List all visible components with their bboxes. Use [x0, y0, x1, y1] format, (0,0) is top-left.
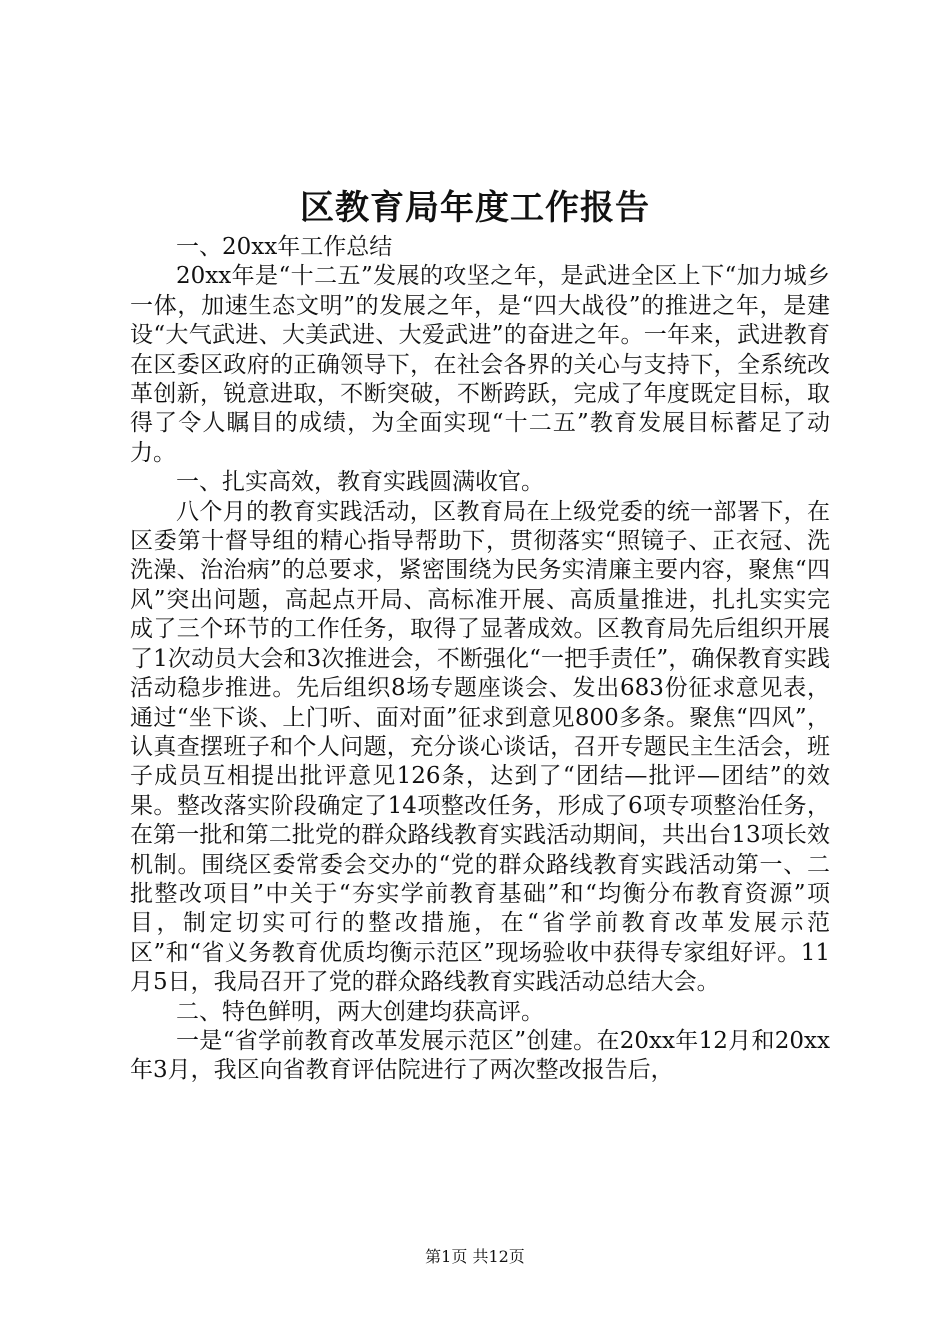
- section-heading-features: 二、特色鲜明，两大创建均获高评。: [176, 998, 544, 1025]
- document-title: 区教育局年度工作报告: [300, 188, 650, 228]
- document-body: [130, 233, 830, 1086]
- section-heading-summary: 一、20xx年工作总结: [176, 234, 393, 260]
- paragraph-features: 一是“省学前教育改革发展示范区”创建。在20xx年12月和20xx年3月，我区向省教育评估院进行了两次整改报告后，: [130, 1027, 830, 1084]
- paragraph-practice: 八个月的教育实践活动，区教育局在上级党委的统一部署下，在区委第十督导组的精心指导帮助下，贯彻落实“照镜子、正衣冠、洗洗澡、治治病”的总要求，紧密围绕为民务实清廉主要内容，聚焦“四风”突出问题，高起点开局、高标准开展、高质量推进，扎扎实实完成了三个环节的工作任务，取得了显著成效。区教育局先后组织开展了1次动员大会和3次推进会，不断强化“一把手责任”，确保教育实践活动稳步推进。先后组织8场专题座谈会、发出683份征求意见表，通过“坐下谈、上门听、面对面”征求到意见800多条。聚焦“四风”，认真查摆班子和个人问题，充分谈心谈话，召开专题民主生活会，班子成员互相提出批评意见126条，达到了“团结—批评—团结”的效果。整改落实阶段确定了14项整改任务，形成了6项专项整治任务，在第一批和第二批党的群众路线教育实践活动期间，共出台13项长效机制。围绕区委常委会交办的“党的群众路线教育实践活动第一、二批整改项目”中关于“夯实学前教育基础”和“均衡分布教育资源”项目，制定切实可行的整改措施，在“省学前教育改革发展示范区”和“省义务教育优质均衡示范区”现场验收中获得专家组好评。11月5日，我局召开了党的群众路线教育实践活动总结大会。: [130, 498, 830, 996]
- section-heading-practice: 一、扎实高效，教育实践圆满收官。: [176, 469, 544, 496]
- paragraph-overview: 20xx年是“十二五”发展的攻坚之年，是武进全区上下“加力城乡一体，加速生态文明”的发展之年，是“四大战役”的推进之年，是建设“大气武进、大美武进、大爱武进”的奋进之年。一年来，武进教育在区委区政府的正确领导下，在社会各界的关心与支持下，全系统改革创新，锐意进取，不断突破，不断跨跃，完成了年度既定目标，取得了令人瞩目的成绩，为全面实现“十二五”教育发展目标蓄足了动力。: [130, 263, 830, 466]
- page-footer: 第1页 共12页: [425, 1247, 525, 1266]
